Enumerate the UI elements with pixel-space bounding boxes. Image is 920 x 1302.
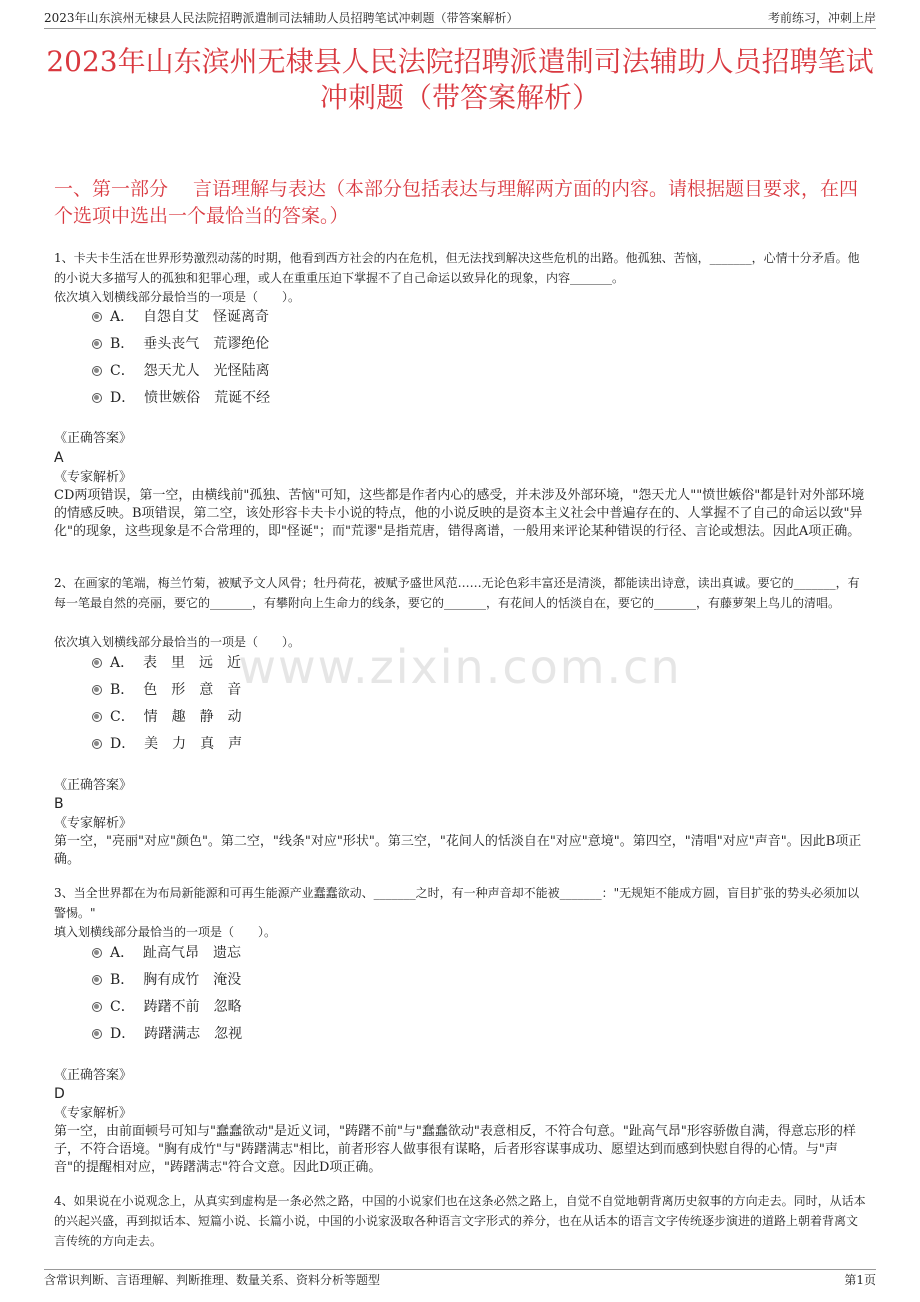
header-doc-title: 2023年山东滨州无棣县人民法院招聘派遣制司法辅助人员招聘笔试冲刺题（带答案解析） xyxy=(44,11,519,25)
question-2-answer-label: 《正确答案》 xyxy=(54,778,133,793)
question-3-analysis: 第一空，由前面顿号可知与"蠢蠢欲动"是近义词，"踌躇不前"与"蠢蠢欲动"表意相反，不符合句意。"趾高气昂"形容骄傲自满，得意忘形的样子，不符合语境。"胸有成竹"与"踌躇满志"相比，前者形容人做事很有谋略，后者形容谋事成功、愿望达到而感到快慰自得的心情。与"声音"的提醒相对应，"踌躇满志"符合文意。因此D项正确。 xyxy=(54,1124,856,1175)
page-header xyxy=(44,8,876,29)
header-slogan: 考前练习，冲刺上岸 xyxy=(767,11,876,25)
radio-icon[interactable] xyxy=(92,685,102,695)
question-2-stem: 2、在画家的笔端，梅兰竹菊，被赋予文人风骨；牡丹荷花，被赋予盛世风范……无论色彩丰富还是清淡，都能读出诗意，读出真诚。要它的_______，有每一笔最自然的亮丽，要它的_______，有攀附向上生命力的线条，要它的_______，有花间人的恬淡自在，要它的_______，有藤萝架上鸟儿的清唱。 xyxy=(54,576,860,610)
page-title: 2023年山东滨州无棣县人民法院招聘派遣制司法辅助人员招聘笔试冲刺题（带答案解析） xyxy=(46,45,874,114)
question-1-option-b[interactable]: B． 垂头丧气 荒谬绝伦 xyxy=(92,334,269,354)
question-2-answer: B xyxy=(54,796,64,812)
question-1-answer-label: 《正确答案》 xyxy=(54,431,133,446)
question-1-stem: 1、卡夫卡生活在世界形势激烈动荡的时期，他看到西方社会的内在危机，但无法找到解决这些危机的出路。他孤独、苦恼，_______，心情十分矛盾。他的小说大多描写人的孤独和犯罪心理，或人在重重压迫下掌握不了自己命运以致异化的现象，内容_______。 xyxy=(54,251,860,285)
radio-icon[interactable] xyxy=(92,975,102,985)
question-3-option-b[interactable]: B． 胸有成竹 淹没 xyxy=(92,970,241,990)
question-2-analysis-label: 《专家解析》 xyxy=(54,816,133,831)
radio-icon[interactable] xyxy=(92,712,102,722)
question-1-prompt: 依次填入划横线部分最恰当的一项是（ ）。 xyxy=(54,290,301,304)
radio-icon[interactable] xyxy=(92,658,102,668)
question-3-option-a[interactable]: A． 趾高气昂 遗忘 xyxy=(92,943,241,963)
question-2-option-b[interactable]: B． 色 形 意 音 xyxy=(92,680,241,700)
question-1-option-a[interactable]: A． 自怨自艾 怪诞离奇 xyxy=(92,307,269,327)
radio-icon[interactable] xyxy=(92,339,102,349)
question-1-option-d[interactable]: D． 愤世嫉俗 荒诞不经 xyxy=(92,388,270,408)
question-2-option-d[interactable]: D． 美 力 真 声 xyxy=(92,734,242,754)
question-2-option-a[interactable]: A． 表 里 远 近 xyxy=(92,653,241,673)
question-1-analysis-label: 《专家解析》 xyxy=(54,470,133,485)
radio-icon[interactable] xyxy=(92,1002,102,1012)
question-2-option-c[interactable]: C． 情 趣 静 动 xyxy=(92,707,242,727)
question-3-option-d[interactable]: D． 踌躇满志 忽视 xyxy=(92,1024,242,1044)
question-1-option-c[interactable]: C． 怨天尤人 光怪陆离 xyxy=(92,361,270,381)
radio-icon[interactable] xyxy=(92,312,102,322)
question-3-option-c[interactable]: C． 踌躇不前 忽略 xyxy=(92,997,242,1017)
question-3-prompt: 填入划横线部分最恰当的一项是（ ）。 xyxy=(54,925,277,939)
question-3-answer-label: 《正确答案》 xyxy=(54,1068,133,1083)
question-4-stem: 4、如果说在小说观念上，从真实到虚构是一条必然之路，中国的小说家们也在这条必然之路上，自觉不自觉地朝背离历史叙事的方向走去。同时，从话本的兴起兴盛，再到拟话本、短篇小说、长篇小说，中国的小说家汲取各种语言文字形式的养分，也在从话本的语言文字传统逐步演进的道路上朝着背离文言传统的方向走去。 xyxy=(54,1194,866,1248)
question-3-analysis-label: 《专家解析》 xyxy=(54,1106,133,1121)
question-2-prompt: 依次填入划横线部分最恰当的一项是（ ）。 xyxy=(54,635,301,649)
radio-icon[interactable] xyxy=(92,393,102,403)
radio-icon[interactable] xyxy=(92,366,102,376)
page-number: 第1页 xyxy=(844,1273,876,1287)
question-3-stem: 3、当全世界都在为布局新能源和可再生能源产业蠢蠢欲动、_______之时，有一种声音却不能被_______："无规矩不能成方圆，盲目扩张的势头必须加以警惕。" xyxy=(54,886,860,920)
watermark: www.zixin.com.cn xyxy=(238,640,682,694)
question-2-analysis: 第一空，"亮丽"对应"颜色"。第二空，"线条"对应"形状"。第三空，"花间人的恬淡自在"对应"意境"。第四空，"清唱"对应"声音"。因此B项正确。 xyxy=(54,834,862,867)
radio-icon[interactable] xyxy=(92,948,102,958)
question-1-answer: A xyxy=(54,450,64,466)
question-1-analysis: CD两项错误，第一空，由横线前"孤独、苦恼"可知，这些都是作者内心的感受，并未涉及外部环境，"怨天尤人""愤世嫉俗"都是针对外部环境的情感反映。B项错误，第二空，该处形容卡夫卡小说的特点，他的小说反映的是资本主义社会中普遍存在的、人掌握不了自己的命运以致"异化"的现象，这些现象是不合常理的，即"怪诞"；而"荒谬"是指荒唐，错得离谱，一般用来评论某种错误的行径、言论或想法。因此A项正确。 xyxy=(54,488,865,539)
section-heading: 一、第一部分 言语理解与表达（本部分包括表达与理解两方面的内容。请根据题目要求，在四个选项中选出一个最恰当的答案。） xyxy=(54,178,859,227)
page-footer xyxy=(44,1269,876,1290)
question-3-answer: D xyxy=(54,1086,65,1102)
radio-icon[interactable] xyxy=(92,1029,102,1039)
radio-icon[interactable] xyxy=(92,739,102,749)
footer-question-types: 含常识判断、言语理解、判断推理、数量关系、资料分析等题型 xyxy=(44,1273,381,1287)
